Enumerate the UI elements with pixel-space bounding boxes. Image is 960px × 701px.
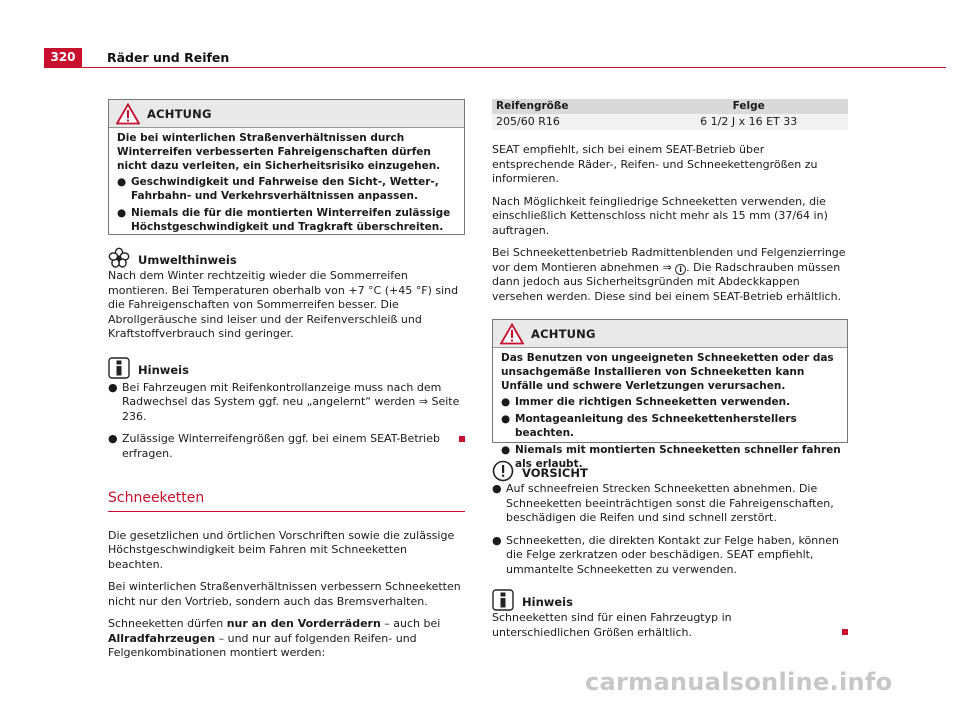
warning-title: ACHTUNG [531, 327, 596, 341]
warning-bullet: ● Immer die richtigen Schneeketten verwenden. [501, 396, 791, 409]
warning-box-header [109, 100, 464, 128]
warning-triangle-icon [116, 103, 140, 125]
warning-triangle-icon [500, 323, 524, 345]
table-row [492, 114, 848, 130]
caution-bullet: ● Auf schneefreien Strecken Schneeketten abnehmen. Die Schneeketten beeinträchtigen sonst die Fahreigenschaften, beschädigen die Reifen und sind schnell zerstört. [492, 482, 834, 524]
hint-note-header [108, 357, 465, 379]
body-paragraph: Bei Schneekettenbetrieb Radmittenblenden und Felgenzierringe vor dem Montieren abnehmen ⇒ i . Die Radschrauben müssen dann jedoch aus Sicherheitsgründen mit Abdeckkappen versehen werden. Diese sind bei einem SEAT-Betrieb erhältlich. [492, 246, 846, 303]
flower-icon [108, 247, 130, 269]
chapter-title: Räder und Reifen [107, 50, 230, 65]
table-header-rim: Felge [645, 99, 848, 114]
warning-title: ACHTUNG [147, 107, 212, 121]
section-snow-chains [108, 491, 465, 661]
section-paragraph: Schneeketten dürfen nur an den Vorderrädern – auch bei Allradfahrzeugen – und nur auf folgenden Reifen- und Felgenkombinationen montiert werden: [108, 617, 441, 659]
hint-note-header [492, 589, 848, 611]
table-cell: 6 1/2 J x 16 ET 33 [645, 114, 848, 130]
warning-bullet: ● Niemals die für die montierten Winterreifen zulässige Höchstgeschwindigkeit und Tragkraft überschreiten. [117, 206, 451, 233]
warning-box-header [493, 320, 847, 348]
hint-note [492, 589, 848, 640]
watermark: carmanualsonline.info [585, 668, 893, 696]
warning-bullet: ● Montageanleitung des Schneekettenherstellers beachten. [501, 413, 797, 439]
warning-body [109, 128, 464, 240]
warning-box [108, 99, 465, 235]
environment-note-title: Umwelthinweis [138, 253, 237, 267]
page-header [44, 48, 946, 68]
section-end-marker [459, 436, 465, 442]
section-title: Schneeketten [108, 491, 465, 512]
body-paragraph: SEAT empfiehlt, sich bei einem SEAT-Betrieb über entsprechende Räder-, Reifen- und Schneekettengrößen zu informieren. [492, 143, 818, 185]
left-column [108, 99, 465, 661]
hint-note-text: Schneeketten sind für einen Fahrzeugtyp in unterschiedlichen Größen erhältlich. [492, 611, 732, 639]
info-icon [108, 357, 130, 379]
table-header-row [492, 99, 848, 114]
body-paragraph: Nach Möglichkeit feingliedrige Schneeketten verwenden, die einschließlich Kettenschloss nicht mehr als 15 mm (37/64 in) auftragen. [492, 194, 828, 237]
environment-note [108, 247, 465, 342]
section-paragraph: Die gesetzlichen und örtlichen Vorschriften sowie die zulässige Höchstgeschwindigkeit beim Fahren mit Schneeketten beachten. [108, 528, 455, 571]
hint-note-title: Hinweis [522, 595, 573, 609]
warning-text: Die bei winterlichen Straßenverhältnissen durch Winterreifen verbesserten Fahreigenschaften dürfen nicht dazu verleiten, ein Sicherheitsrisiko einzugehen. [117, 132, 441, 172]
right-column [492, 99, 848, 640]
tyre-rim-table [492, 99, 848, 130]
caution-bullet: ● Schneeketten, die direkten Kontakt zur Felge haben, können die Felge zerkratzen oder beschädigen. SEAT empfiehlt, ummantelte Schneeketten zu verwenden. [492, 533, 839, 576]
hint-note [108, 357, 465, 462]
hint-note-title: Hinweis [138, 362, 189, 377]
hint-bullet: ● Zulässige Winterreifengrößen ggf. bei einem SEAT-Betrieb erfragen. [108, 432, 465, 461]
warning-body [493, 348, 847, 476]
caution-note-title: VORSICHT [522, 466, 588, 480]
warning-box [492, 319, 848, 470]
info-icon [492, 589, 514, 611]
warning-bullet: ● Niemals mit montierten Schneeketten schneller fahren als erlaubt. [501, 443, 841, 470]
warning-bullet: ● Geschwindigkeit und Fahrweise den Sicht-, Wetter-, Fahrbahn- und Verkehrsverhältnissen anpassen. [117, 176, 439, 203]
table-cell: 205/60 R16 [492, 114, 645, 130]
caution-note-header [492, 460, 848, 482]
caution-note [492, 460, 848, 577]
warning-text: Das Benutzen von ungeeigneten Schneeketten oder das unsachgemäße Installieren von Schneeketten kann Unfälle und schwere Verletzungen verursachen. [501, 352, 834, 392]
table-header-tyre-size: Reifengröße [492, 99, 645, 114]
hint-bullet: ● Bei Fahrzeugen mit Reifenkontrollanzeige muss nach dem Radwechsel das System ggf. neu „angelernt“ werden ⇒ Seite 236. [108, 380, 460, 423]
environment-note-header [108, 247, 465, 269]
section-paragraph: Bei winterlichen Straßenverhältnissen verbessern Schneeketten nicht nur den Vortrieb, sondern auch das Bremsverhalten. [108, 580, 461, 608]
page-number: 320 [44, 48, 82, 67]
exclamation-circle-icon [492, 460, 514, 482]
info-circle-icon: i [675, 264, 686, 275]
section-end-marker [842, 629, 848, 635]
environment-note-text: Nach dem Winter rechtzeitig wieder die Sommerreifen montieren. Bei Temperaturen oberhalb von +7 °C (+45 °F) sind die Fahreigenschaften von Sommerreifen besser. Die Abrollgeräusche sind leiser und der Reifenverschleiß und Kraftstoffverbrauch sind geringer. [108, 269, 459, 340]
